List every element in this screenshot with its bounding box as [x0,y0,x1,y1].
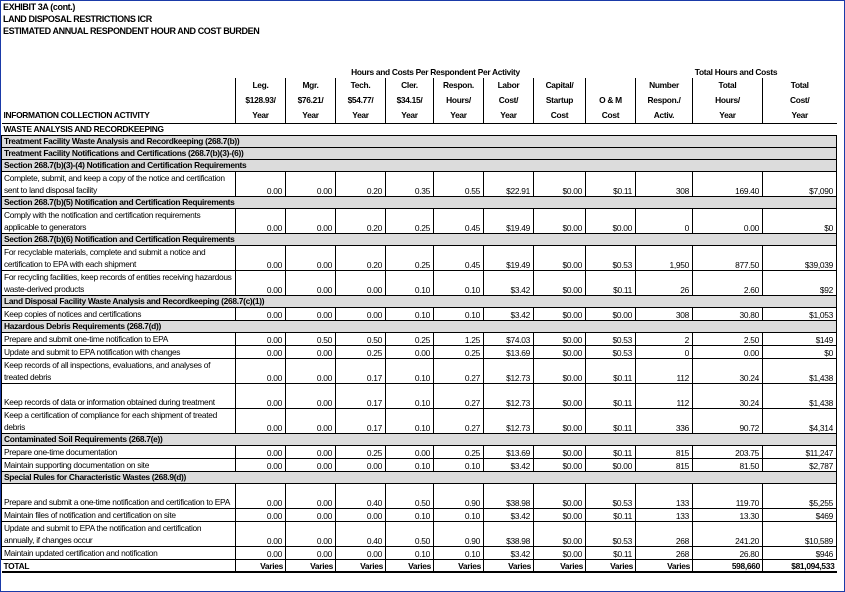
section-heading: Hazardous Debris Requirements (268.7(d)) [2,321,837,333]
section-heading: Section 268.7(b)(3)-(4) Notification and Certification Requirements [2,160,837,172]
value-cell: 0.10 [434,547,484,560]
value-cell: 0.00 [693,346,763,359]
value-cell: $19.49 [484,209,534,234]
value-cell: 0.55 [434,172,484,197]
value-cell: 0.25 [386,246,434,271]
value-cell: 0.45 [434,246,484,271]
value-cell: $22.91 [484,172,534,197]
value-cell: 0.10 [386,384,434,409]
value-cell: 0.20 [336,246,386,271]
activity-cell: Maintain supporting documentation on site [2,459,236,472]
section-row [2,434,837,446]
value-cell: 0.00 [286,346,336,359]
value-cell: 0.00 [286,547,336,560]
mgr-column-header: Mgr. $76.21/ Year [286,78,336,124]
value-cell: 268 [636,522,693,547]
value-cell: $0.53 [586,346,636,359]
value-cell: 0.00 [236,484,286,509]
value-cell: 0 [636,346,693,359]
value-cell: $0.00 [534,409,586,434]
value-cell: 0.00 [286,172,336,197]
activity-cell: Comply with the notification and certification requirements applicable to generators [2,209,236,234]
activity-cell: Prepare one-time documentation [2,446,236,459]
table-row [2,509,837,522]
activity-cell: Prepare and submit one-time notification to EPA [2,333,236,346]
value-cell: 0.40 [336,484,386,509]
value-cell: $0.00 [534,271,586,296]
table-row [2,333,837,346]
respon-column-header: Respon. Hours/ Year [434,78,484,124]
value-cell: $92 [763,271,837,296]
value-cell: 0.50 [286,333,336,346]
value-cell: $0 [763,209,837,234]
value-cell: 0.00 [236,346,286,359]
value-cell: 1,950 [636,246,693,271]
value-cell: $1,053 [763,308,837,321]
total-value-cell: 598,660 [693,560,763,573]
value-cell: 0.00 [286,484,336,509]
total-value-cell: Varies [236,560,286,573]
value-cell: 26.80 [693,547,763,560]
capital-column-header: Capital/ Startup Cost [534,78,586,124]
section-heading: Contaminated Soil Requirements (268.7(e)) [2,434,837,446]
table-row [2,308,837,321]
value-cell: $12.73 [484,359,534,384]
value-cell: 30.24 [693,384,763,409]
activity-cell: For recyclable materials, complete and submit a notice and certification to EPA with each shipment [2,246,236,271]
value-cell: 0.27 [434,409,484,434]
value-cell: 0.10 [386,271,434,296]
value-cell: $0.00 [534,346,586,359]
value-cell: $0.00 [534,446,586,459]
value-cell: $0.00 [534,308,586,321]
activity-cell: For recycling facilities, keep records of entities receiving hazardous waste-derived products [2,271,236,296]
table-row [2,172,837,197]
value-cell: 0.00 [286,522,336,547]
value-cell: 30.24 [693,359,763,384]
value-cell: 26 [636,271,693,296]
value-cell: 0.00 [386,346,434,359]
value-cell: $0.11 [586,446,636,459]
value-cell: $7,090 [763,172,837,197]
value-cell: $0.11 [586,409,636,434]
value-cell: 0.00 [286,459,336,472]
value-cell: 0.40 [336,522,386,547]
value-cell: $0.00 [534,359,586,384]
value-cell: 0.35 [386,172,434,197]
value-cell: $0.11 [586,509,636,522]
value-cell: 0.00 [236,509,286,522]
value-cell: 90.72 [693,409,763,434]
value-cell: 0.10 [434,271,484,296]
value-cell: 112 [636,359,693,384]
value-cell: 13.30 [693,509,763,522]
value-cell: 815 [636,459,693,472]
value-cell: 0.27 [434,359,484,384]
table-row [2,359,837,384]
table-row [2,384,837,409]
table-row [2,409,837,434]
value-cell: $19.49 [484,246,534,271]
value-cell: 0.10 [386,359,434,384]
value-cell: 0.90 [434,522,484,547]
value-cell: $13.69 [484,346,534,359]
total-cost-column-header: Total Cost/ Year [763,78,837,124]
total-hours-column-header: Total Hours/ Year [693,78,763,124]
value-cell: 0.00 [286,246,336,271]
value-cell: 0.00 [236,384,286,409]
activity-cell: Keep records of all inspections, evaluations, and analyses of treated debris [2,359,236,384]
burden-table [1,65,837,573]
section-row [2,197,837,209]
value-cell: $469 [763,509,837,522]
per-respondent-group-header: Hours and Costs Per Respondent Per Activity [351,66,520,77]
cler-column-header: Cler. $34.15/ Year [386,78,434,124]
value-cell: $0 [763,346,837,359]
value-cell: $12.73 [484,384,534,409]
value-cell: $38.98 [484,522,534,547]
value-cell: 133 [636,509,693,522]
value-cell: 0.10 [386,459,434,472]
value-cell: 0.00 [236,522,286,547]
value-cell: 0.00 [236,446,286,459]
total-value-cell: Varies [586,560,636,573]
value-cell: 0.90 [434,484,484,509]
value-cell: 81.50 [693,459,763,472]
value-cell: 0.17 [336,409,386,434]
value-cell: 0.00 [286,209,336,234]
number-column-header: Number Respon./ Activ. [636,78,693,124]
activity-cell: Maintain updated certification and notification [2,547,236,560]
labor-column-header: Labor Cost/ Year [484,78,534,124]
value-cell: $0.00 [534,484,586,509]
activity-column-header: INFORMATION COLLECTION ACTIVITY [3,110,150,120]
value-cell: $0.00 [534,459,586,472]
value-cell: $0.53 [586,522,636,547]
value-cell: $3.42 [484,459,534,472]
value-cell: $11,247 [763,446,837,459]
value-cell: 0.20 [336,209,386,234]
value-cell: $0.53 [586,246,636,271]
value-cell: 0.25 [386,209,434,234]
value-cell: 112 [636,384,693,409]
section-heading: Treatment Facility Notifications and Certifications (268.7(b)(3)-(6)) [2,148,837,160]
table-row [2,459,837,472]
activity-cell: Maintain files of notification and certification on site [2,509,236,522]
section-heading: Section 268.7(b)(5) Notification and Certification Requirements [2,197,837,209]
value-cell: 0.00 [336,308,386,321]
value-cell: $5,255 [763,484,837,509]
section-heading: Special Rules for Characteristic Wastes (268.9(d)) [2,472,837,484]
value-cell: 877.50 [693,246,763,271]
total-value-cell: Varies [434,560,484,573]
value-cell: 308 [636,172,693,197]
value-cell: 0.10 [434,308,484,321]
activity-cell: Keep copies of notices and certifications [2,308,236,321]
activity-cell: Prepare and submit a one-time notification and certification to EPA [2,484,236,509]
section-row [2,160,837,172]
value-cell: $0.00 [534,209,586,234]
value-cell: $0.00 [586,459,636,472]
value-cell: $3.42 [484,308,534,321]
value-cell: 0.00 [236,209,286,234]
section-row [2,234,837,246]
value-cell: 0.00 [336,459,386,472]
tech-column-header: Tech. $54.77/ Year [336,78,386,124]
value-cell: 0.00 [693,209,763,234]
value-cell: $2,787 [763,459,837,472]
section-heading: Land Disposal Facility Waste Analysis and Recordkeeping (268.7(c)(1)) [2,296,837,308]
value-cell: 0.00 [336,271,386,296]
value-cell: $0.00 [534,547,586,560]
value-cell: $0.00 [534,522,586,547]
value-cell: $0.00 [534,384,586,409]
total-value-cell: Varies [336,560,386,573]
total-label: TOTAL [2,560,236,573]
section-row [2,148,837,160]
value-cell: 0.10 [386,509,434,522]
value-cell: 0.00 [286,308,336,321]
value-cell: 308 [636,308,693,321]
value-cell: 0.00 [236,409,286,434]
value-cell: $3.42 [484,509,534,522]
value-cell: 30.80 [693,308,763,321]
value-cell: 241.20 [693,522,763,547]
value-cell: 0.25 [434,446,484,459]
value-cell: $149 [763,333,837,346]
value-cell: 0.00 [286,359,336,384]
section-heading: Section 268.7(b)(6) Notification and Certification Requirements [2,234,837,246]
table-row [2,522,837,547]
value-cell: 0.10 [386,547,434,560]
section-row [2,136,837,148]
total-value-cell: Varies [636,560,693,573]
value-cell: 2 [636,333,693,346]
value-cell: $0.11 [586,547,636,560]
value-cell: 0.00 [336,509,386,522]
value-cell: 0.50 [386,484,434,509]
value-cell: $0.00 [534,509,586,522]
value-cell: 0.25 [386,333,434,346]
value-cell: 0.17 [336,359,386,384]
table-row [2,446,837,459]
value-cell: 0.00 [286,384,336,409]
value-cell: 133 [636,484,693,509]
table-row [2,547,837,560]
value-cell: 0.00 [236,246,286,271]
value-cell: 0.45 [434,209,484,234]
value-cell: $0.11 [586,359,636,384]
value-cell: 0.00 [236,359,286,384]
value-cell: 0.50 [386,522,434,547]
leg-column-header: Leg. $128.93/ Year [236,78,286,124]
value-cell: 1.25 [434,333,484,346]
value-cell: $74.03 [484,333,534,346]
activity-cell: Complete, submit, and keep a copy of the notice and certification sent to land disposal facility [2,172,236,197]
value-cell: 0.00 [236,308,286,321]
total-value-cell: $81,094,533 [763,560,837,573]
table-row [2,484,837,509]
value-cell: $1,438 [763,359,837,384]
value-cell: 119.70 [693,484,763,509]
total-value-cell: Varies [286,560,336,573]
value-cell: 0.00 [236,547,286,560]
value-cell: 0.20 [336,172,386,197]
value-cell: 0.00 [286,446,336,459]
section-row [2,296,837,308]
value-cell: 0.00 [336,547,386,560]
value-cell: 336 [636,409,693,434]
value-cell: $0.11 [586,172,636,197]
value-cell: 0.00 [236,333,286,346]
value-cell: $10,589 [763,522,837,547]
value-cell: 0.10 [434,509,484,522]
value-cell: $38.98 [484,484,534,509]
value-cell: $0.00 [534,333,586,346]
value-cell: 0 [636,209,693,234]
table-row [2,271,837,296]
report-title: LAND DISPOSAL RESTRICTIONS ICR [3,14,152,24]
table-row [2,246,837,271]
activity-cell: Update and submit to EPA notification with changes [2,346,236,359]
section-row [2,321,837,333]
value-cell: $4,314 [763,409,837,434]
value-cell: 0.25 [434,346,484,359]
value-cell: 815 [636,446,693,459]
value-cell: $3.42 [484,271,534,296]
value-cell: $0.53 [586,333,636,346]
value-cell: $0.00 [586,209,636,234]
value-cell: $13.69 [484,446,534,459]
exhibit-label: EXHIBIT 3A (cont.) [3,2,75,12]
section-row [2,472,837,484]
table-row [2,209,837,234]
activity-cell: Update and submit to EPA the notification and certification annually, if changes occur [2,522,236,547]
table-row [2,346,837,359]
value-cell: 0.27 [434,384,484,409]
value-cell: 0.00 [286,509,336,522]
activity-cell: Keep records of data or information obtained during treatment [2,384,236,409]
value-cell: $0.00 [586,308,636,321]
value-cell: $0.00 [534,246,586,271]
total-value-cell: Varies [534,560,586,573]
value-cell: 0.00 [236,459,286,472]
value-cell: 2.50 [693,333,763,346]
value-cell: 0.00 [236,172,286,197]
value-cell: 0.10 [434,459,484,472]
value-cell: $0.53 [586,484,636,509]
value-cell: $946 [763,547,837,560]
total-value-cell: Varies [386,560,434,573]
om-column-header: O & M Cost [586,78,636,124]
value-cell: 268 [636,547,693,560]
value-cell: 0.17 [336,384,386,409]
value-cell: 203.75 [693,446,763,459]
value-cell: 0.10 [386,308,434,321]
section-label: WASTE ANALYSIS AND RECORDKEEPING [2,124,837,136]
value-cell: $12.73 [484,409,534,434]
value-cell: 169.40 [693,172,763,197]
report-subtitle: ESTIMATED ANNUAL RESPONDENT HOUR AND COST BURDEN [3,26,260,36]
value-cell: 0.10 [386,409,434,434]
section-heading: Treatment Facility Waste Analysis and Recordkeeping (268.7(b)) [2,136,837,148]
value-cell: 0.25 [336,346,386,359]
value-cell: 2.60 [693,271,763,296]
value-cell: 0.25 [336,446,386,459]
value-cell: $39,039 [763,246,837,271]
value-cell: $0.11 [586,384,636,409]
totals-group-header: Total Hours and Costs [694,66,778,77]
value-cell: 0.00 [286,271,336,296]
value-cell: 0.00 [286,409,336,434]
value-cell: 0.00 [386,446,434,459]
value-cell: 0.00 [236,271,286,296]
activity-cell: Keep a certification of compliance for each shipment of treated debris [2,409,236,434]
value-cell: $3.42 [484,547,534,560]
total-value-cell: Varies [484,560,534,573]
value-cell: $1,438 [763,384,837,409]
value-cell: 0.50 [336,333,386,346]
value-cell: $0.11 [586,271,636,296]
total-row [2,560,837,573]
value-cell: $0.00 [534,172,586,197]
